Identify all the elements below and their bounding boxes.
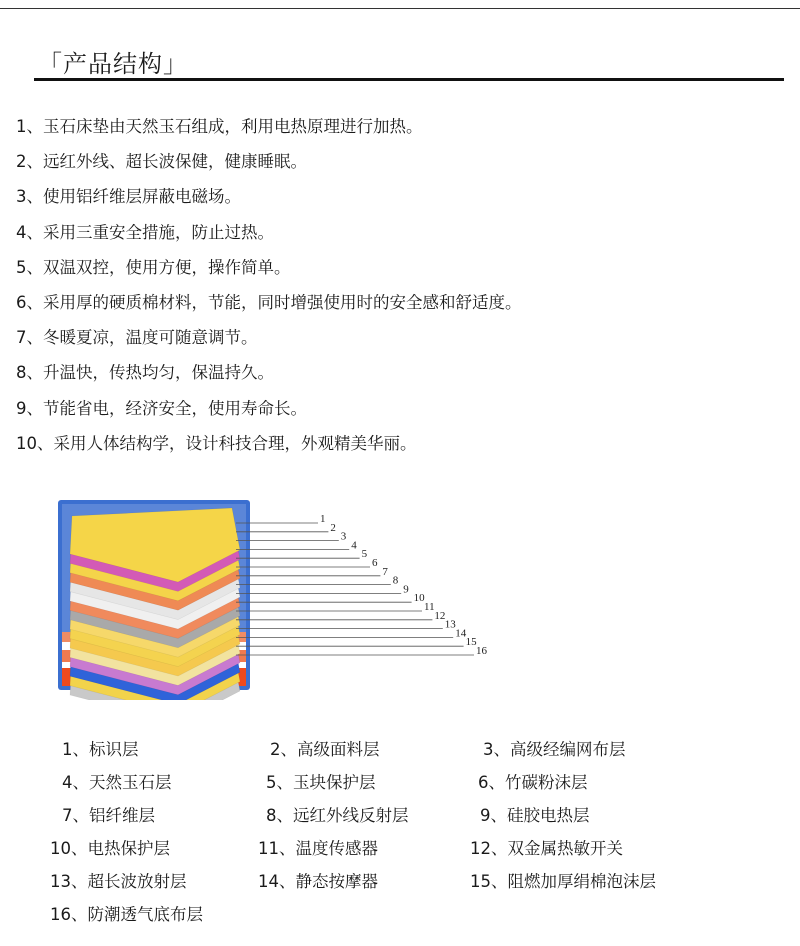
feature-item: 1、玉石床垫由天然玉石组成，利用电热原理进行加热。 xyxy=(16,117,423,136)
layer-structure-diagram xyxy=(0,490,800,700)
legend-item: 14、静态按摩器 xyxy=(258,872,378,891)
legend-item: 7、铝纤维层 xyxy=(62,806,155,825)
feature-item: 6、采用厚的硬质棉材料，节能，同时增强使用时的安全感和舒适度。 xyxy=(16,292,522,312)
feature-item: 5、双温双控，使用方便，操作简单。 xyxy=(16,257,291,277)
legend-item: 15、阻燃加厚绢棉泡沫层 xyxy=(470,872,656,891)
layer-number-label: 12 xyxy=(434,609,446,622)
legend-item: 1、标识层 xyxy=(62,740,139,759)
legend-item: 8、远红外线反射层 xyxy=(266,806,409,825)
layer-number-label: 9 xyxy=(403,583,409,596)
legend-item: 11、温度传感器 xyxy=(258,839,378,858)
feature-list xyxy=(16,113,522,465)
legend-item: 5、玉块保护层 xyxy=(266,773,376,792)
layer-number-label: 11 xyxy=(424,601,435,613)
title-underline xyxy=(34,78,784,81)
feature-item: 3、使用铝纤维层屏蔽电磁场。 xyxy=(16,187,241,207)
layer-number-label: 16 xyxy=(476,645,487,657)
layer-number-label: 3 xyxy=(340,530,347,543)
layer-number-label: 13 xyxy=(444,618,456,631)
top-rule xyxy=(0,8,800,9)
feature-item: 2、远红外线、超长波保健，健康睡眠。 xyxy=(16,152,307,172)
layer-number-label: 1 xyxy=(320,513,326,525)
layer-number-label: 10 xyxy=(413,592,425,605)
layer-number-label: 7 xyxy=(382,565,388,578)
layer-number-label: 15 xyxy=(465,636,477,649)
layer-number-label: 4 xyxy=(351,539,357,552)
legend-item: 4、天然玉石层 xyxy=(62,773,172,792)
layer-number-label: 6 xyxy=(372,557,378,569)
legend-item: 6、竹碳粉沫层 xyxy=(478,773,588,792)
layer-number-label: 5 xyxy=(361,548,368,561)
feature-item: 4、采用三重安全措施，防止过热。 xyxy=(16,222,274,242)
feature-item: 7、冬暖夏凉，温度可随意调节。 xyxy=(16,328,258,348)
legend-item: 10、电热保护层 xyxy=(50,839,170,858)
feature-item: 10、采用人体结构学，设计科技合理，外观精美华丽。 xyxy=(16,433,417,453)
legend-item: 9、硅胶电热层 xyxy=(480,806,590,825)
legend-item: 12、双金属热敏开关 xyxy=(470,839,623,858)
layer-number-label: 2 xyxy=(330,521,336,534)
legend-item: 16、防潮透气底布层 xyxy=(50,905,203,924)
legend-item: 13、超长波放射层 xyxy=(50,872,187,891)
legend-item: 2、高级面料层 xyxy=(270,740,380,759)
section-title: 「产品结构」 xyxy=(38,50,188,78)
layer-number-label: 8 xyxy=(392,574,399,587)
layer-number-label: 14 xyxy=(455,627,467,640)
feature-item: 8、升温快，传热均匀，保温持久。 xyxy=(16,363,274,383)
feature-item: 9、节能省电，经济安全，使用寿命长。 xyxy=(16,398,307,418)
legend-item: 3、高级经编网布层 xyxy=(483,740,626,759)
